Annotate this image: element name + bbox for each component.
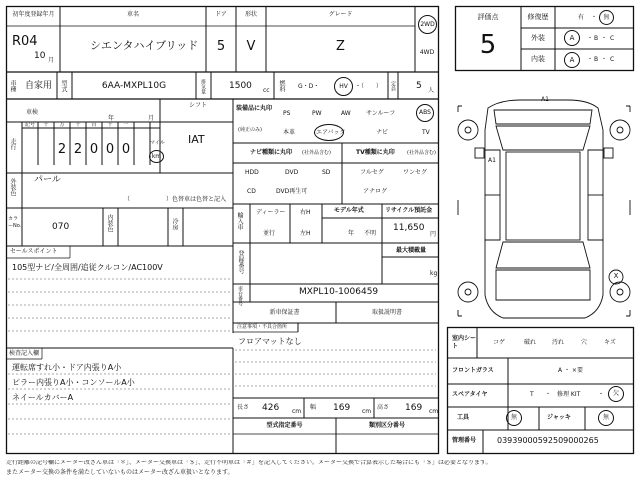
mileage-digit-1: 2	[73, 142, 83, 157]
interior-grade-b: B	[594, 56, 599, 63]
width-label: 幅	[310, 404, 317, 411]
model-year-unknown: 不明	[364, 230, 377, 237]
navi-type-header: ナビ種類に丸印	[250, 149, 293, 156]
fuel-options: G・D・	[298, 83, 320, 90]
mileage-digit-4: 0	[121, 142, 131, 157]
fuel-hv-circled: HV	[334, 77, 353, 96]
recycle-label: リサイクル預託金	[385, 207, 433, 214]
drive-2wd-circled: 2WD	[418, 15, 437, 34]
tool-label: 工具	[457, 414, 470, 421]
km-circled: km	[149, 150, 164, 163]
digit-header-3: 千	[75, 122, 81, 128]
exterior-grade-label: 外装	[531, 34, 545, 42]
equipment-header: 装備品に丸印	[236, 105, 273, 112]
capacity-unit: 人	[428, 87, 435, 94]
equip-tv: TV	[422, 129, 430, 136]
exterior-color-value: パール	[34, 175, 61, 185]
separator-dot: ・	[587, 56, 594, 63]
tv-type-header: TV種類に丸印	[356, 149, 395, 156]
seat-scratch: キズ	[604, 339, 616, 346]
height-value: 169	[405, 403, 423, 413]
management-no-label: 管理番号	[452, 437, 477, 444]
fuel-other: ・（ ）	[355, 83, 383, 90]
repair-no-circled: 無	[599, 10, 614, 25]
import-left-hand: 左H	[300, 230, 311, 237]
spare-tire-label: スペアタイヤ	[452, 391, 488, 398]
door-label: ドア	[215, 11, 227, 18]
cooling-label: 冷房	[171, 218, 178, 230]
displacement-label: 排気量	[200, 78, 206, 94]
score-label: 評価点	[477, 13, 499, 21]
interior-grade-c: C	[610, 56, 615, 63]
sales-points-label: セールスポイント	[10, 248, 58, 255]
navi-dvd-playback: DVD再生可	[276, 188, 308, 195]
diagram-mark-a1-top: A1	[541, 96, 549, 103]
equip-airbag: エアバック	[316, 129, 346, 136]
width-value: 169	[333, 403, 351, 413]
displacement-value: 1500	[229, 81, 252, 91]
digit-header-5: 十	[107, 122, 113, 128]
seat-hole: 穴	[581, 339, 588, 346]
exterior-color-note: （ ）色替車は色替と記入	[124, 196, 227, 203]
equip-airbag-circle	[314, 124, 344, 141]
digit-header-2: 万	[59, 122, 65, 128]
inspector-line-1: 運転席すれ小・ドア内張りA小	[12, 363, 122, 372]
capacity-label: 定員	[390, 81, 396, 91]
first-reg-label: 初年度登録年月	[12, 11, 55, 18]
inspector-label: 検査記入欄	[9, 350, 40, 357]
spare-tire-t: T	[530, 391, 534, 398]
height-label: 高さ	[377, 404, 390, 411]
class-label: 類別区分番号	[368, 422, 405, 429]
repair-yes: 有	[578, 14, 585, 21]
model-value: 6AA-MXPL10G	[101, 81, 167, 91]
equip-pw: PW	[312, 110, 322, 117]
import-car-label: 輸入車	[236, 212, 243, 230]
front-glass-value: A ・ ×要	[558, 367, 583, 374]
cc-unit: cc	[263, 87, 270, 94]
model-year-label: モデル年式	[334, 207, 364, 214]
height-unit: cm	[429, 408, 439, 415]
reg-month: 10	[34, 51, 46, 61]
car-diagram-icon	[458, 100, 630, 318]
navi-cd: CD	[247, 188, 256, 195]
front-glass-label: フロントガラス	[452, 367, 494, 374]
jack-none-circled: 無	[598, 410, 614, 426]
score-value: 5	[479, 30, 497, 60]
seat-label: 室内シート	[452, 335, 477, 350]
chassis-label: 車台番号	[237, 286, 243, 306]
exterior-color-label: 外装色	[9, 178, 16, 196]
equip-abs-circled: ABS	[416, 104, 434, 122]
new-warranty-label: 新車保証書	[269, 309, 300, 316]
grade-value: Z	[336, 39, 345, 54]
recycle-yen: 円	[430, 231, 437, 238]
exterior-grade-c: C	[610, 35, 615, 42]
digit-header-6: 一	[123, 122, 129, 128]
import-dealer: ディーラー	[256, 209, 286, 216]
separator-dot: ・	[601, 35, 608, 42]
car-name-value: シエンタハイブリッド	[90, 39, 199, 52]
spare-tire-none-circled: 欠	[608, 386, 624, 402]
mileage-digit-0: 2	[57, 142, 67, 157]
separator-dot: ・	[545, 391, 552, 398]
notes-text: フロアマットなし	[238, 337, 302, 346]
separator-dot: ・	[601, 56, 608, 63]
tv-oneseg: ワンセグ	[403, 169, 428, 176]
capacity-value: 5	[416, 81, 422, 91]
import-right-hand: 右H	[300, 209, 311, 216]
diagram-mark-a1-side: A1	[488, 157, 496, 164]
mileage-digit-2: 0	[89, 142, 99, 157]
diagram-mark-x: X	[613, 272, 619, 280]
type-spec-label: 型式指定番号	[266, 422, 303, 429]
equip-navi: ナビ	[376, 129, 389, 136]
tv-type-sub: (社外品含む)	[407, 150, 436, 156]
interior-grade-label: 内装	[531, 55, 545, 63]
usage-value: 自家用	[24, 81, 52, 91]
inspection-year-unit: 年	[108, 115, 115, 122]
jack-label: ジャッキ	[547, 414, 571, 421]
model-label: 型式	[60, 80, 67, 92]
equip-sunroof: サンルーフ	[366, 110, 396, 117]
max-load-kg: kg	[430, 270, 438, 277]
interior-color-label: 内装色	[106, 214, 113, 232]
plate-number-label: 登録番号	[237, 250, 244, 274]
separator-dot: ・	[591, 14, 598, 21]
repair-label: 修復歴	[527, 13, 549, 21]
mile-label: マイル	[150, 140, 165, 146]
sales-points-text: 105型ナビ/全周囲/追従クルコン/AC100V	[12, 263, 163, 272]
shape-value: V	[246, 39, 256, 54]
reg-month-unit: 月	[48, 57, 55, 64]
inspection-month-unit: 月	[148, 115, 155, 122]
inspection-label: 車検	[26, 109, 39, 116]
drive-4wd: 4WD	[419, 49, 435, 56]
import-parallel: 並行	[263, 230, 276, 237]
vehicle-type-label: 車種	[9, 80, 16, 92]
tool-none-circled: 無	[506, 410, 522, 426]
navi-hdd: HDD	[245, 169, 259, 176]
navi-type-sub: (社外品含む)	[302, 150, 331, 156]
seat-stain: 汚れ	[552, 339, 565, 346]
length-value: 426	[262, 403, 280, 413]
color-no-label: カラーNo.	[8, 216, 22, 229]
color-no-value: 070	[52, 222, 70, 232]
length-label: 長さ	[237, 404, 250, 411]
digit-header-0: 記号	[24, 122, 35, 128]
equip-ps: PS	[283, 110, 291, 117]
shift-value: IAT	[188, 133, 205, 146]
separator-dot: ・	[587, 35, 594, 42]
spare-tire-repair-kit: 修理 KIT	[557, 391, 581, 398]
equip-aw: AW	[341, 110, 351, 117]
model-year-unit: 年	[348, 230, 355, 237]
equip-leather: 本革	[283, 129, 296, 136]
interior-grade-a-circled: A	[564, 52, 580, 68]
exterior-grade-a-circled: A	[564, 30, 580, 46]
navi-dvd: DVD	[285, 169, 299, 176]
exterior-grade-b: B	[594, 35, 599, 42]
max-load-label: 最大積載量	[396, 247, 427, 254]
digit-header-1: 十	[43, 122, 49, 128]
tv-fullseg: フルセグ	[360, 169, 384, 176]
digit-header-4: 百	[91, 122, 97, 128]
seat-tear: 破れ	[524, 339, 537, 346]
mileage-label: 走行	[9, 138, 16, 150]
reg-era: R04	[12, 34, 38, 49]
fuel-label: 燃料	[278, 80, 285, 92]
chassis-value: MXPL10-1006459	[299, 287, 379, 297]
management-no-value: 0393900059250900026​5	[497, 436, 599, 445]
tv-analog: アナログ	[363, 188, 388, 195]
recycle-value: 11,650	[393, 223, 425, 233]
equipment-header-sub: (純正のみ)	[238, 127, 262, 133]
notes-label: 注意事項・不具合箇所	[237, 324, 288, 330]
grade-label: グレード	[328, 11, 353, 18]
doors-value: 5	[216, 39, 226, 54]
seat-burn: コゲ	[493, 339, 506, 346]
width-unit: cm	[362, 408, 372, 415]
inspector-line-2: ピラー内張りA小・コンソールA小	[12, 378, 135, 387]
length-unit: cm	[292, 408, 302, 415]
mileage-digit-3: 0	[105, 142, 115, 157]
navi-sd: SD	[322, 169, 331, 176]
separator-dot: ・	[598, 391, 605, 398]
shape-label: 形状	[244, 11, 257, 18]
footer-note-1: 走行距離の記号欄にメーター改ざん車は「＊」、メーター交換車は「＄」、走行不明車は「＃」を記入してください。メーター交換で合算表示した場合にも「＄」は必要となります。	[6, 460, 492, 466]
car-name-label: 車名	[126, 11, 139, 18]
shift-label: シフト	[189, 102, 208, 109]
footer-note-2: またメーター交換の条件を満たしていないものはメーター改ざん車扱いとなります。	[6, 469, 234, 476]
manual-label: 取扱説明書	[371, 309, 402, 316]
inspector-line-3: ネイールカバーA	[12, 393, 74, 402]
